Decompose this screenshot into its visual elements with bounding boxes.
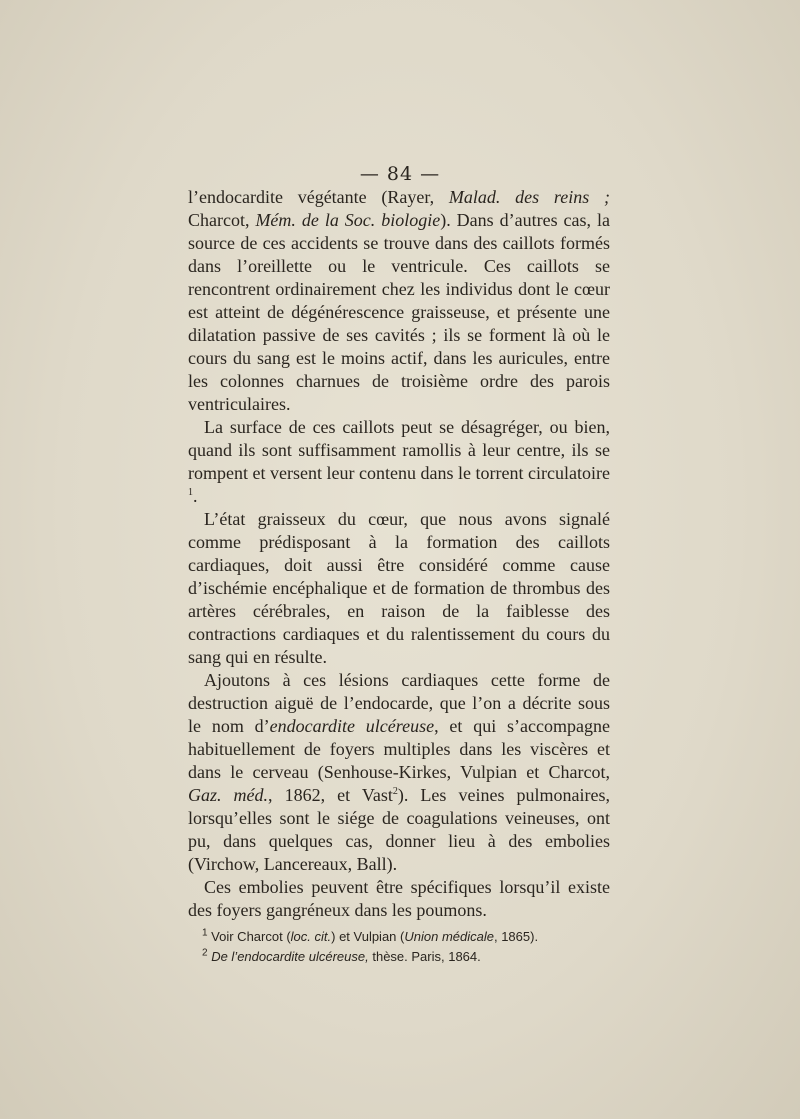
footnote-ref: 1 (188, 487, 193, 498)
text-run: Charcot, (188, 210, 256, 230)
text-run: L’état graisseux du cœur, que nous avons signalé comme prédisposant à la formation des caillots cardiaques, doit aussi être considéré comme cause d’ischémie encéphalique et de formation de thrombus des artères cérébrales, en raison de la faiblesse des contractions cardiaques et du ralentissement du cours du sang qui en résulte. (188, 509, 610, 667)
text-run: , 1865). (493, 929, 539, 944)
italic-text: Gaz. méd. (188, 785, 269, 805)
text-run: , 1862, et Vast (268, 785, 393, 805)
text-run: , et qui s’accompagne habituellement de foyers multiples dans les viscères et dans le cerveau (Senhouse-Kirkes, Vulpian et Charcot, (188, 716, 610, 782)
text-run: . (193, 486, 198, 506)
italic-text: endocardite ulcéreuse (269, 716, 435, 736)
text-run: thèse. Paris, 1864. (368, 949, 481, 964)
italic-text: De l’endocardite ulcéreuse, (211, 949, 369, 964)
footnote-1 (188, 927, 610, 947)
paragraph-1 (188, 186, 610, 416)
paragraph-4 (188, 669, 610, 876)
text-run: La surface de ces caillots peut se désagréger, ou bien, quand ils sont suffisamment ramollis à leur centre, ils se rompent et versent leur contenu dans le torrent circulatoire (188, 417, 610, 483)
italic-text: loc. cit. (290, 929, 332, 944)
text-run: ) et Vulpian ( (331, 929, 405, 944)
footnote-ref: 2 (392, 786, 398, 797)
footnote-ref: 2 (202, 947, 208, 959)
paragraph-3 (188, 508, 610, 669)
italic-text: Malad. des reins ; (448, 187, 610, 207)
text-run: ). Les veines pulmonaires, lorsqu’elles sont le siége de coagulations veineuses, ont pu, dans quelques cas, donner lieu à des embolies (Virchow, Lancereaux, Ball). (188, 785, 610, 874)
footnote-2 (188, 947, 610, 967)
text-run: Ces embolies peuvent être spécifiques lorsqu’il existe des foyers gangréneux dans les poumons. (188, 877, 610, 920)
page-number: — 84 — (359, 163, 441, 185)
text-run: Ajoutons à ces lésions cardiaques cette forme de destruction aiguë de l’endocarde, que l’on a décrite sous le nom d’ (188, 670, 610, 736)
text-run: Voir Charcot ( (207, 929, 291, 944)
footnotes (188, 927, 610, 967)
paragraph-2 (188, 416, 610, 508)
text-run: l’endocardite végétante (Rayer, (188, 187, 449, 207)
footnote-ref: 1 (202, 927, 208, 939)
italic-text: Mém. de la Soc. biologie (255, 210, 441, 230)
italic-text: Union médicale (404, 929, 494, 944)
paragraph-5 (188, 876, 610, 922)
text-run: ). Dans d’autres cas, la source de ces accidents se trouve dans des caillots formés dans l’oreillette ou le ventricule. Ces caillots se rencontrent ordinairement chez les individus dont le cœur est atteint de dégénérescence graisseuse, et présente une dilatation passive de ses cavités ; ils se forment là où le cours du sang est le moins actif, dans les auricules, entre les colonnes charnues de troisième ordre des parois ventriculaires. (188, 210, 610, 414)
body-text (188, 186, 610, 922)
